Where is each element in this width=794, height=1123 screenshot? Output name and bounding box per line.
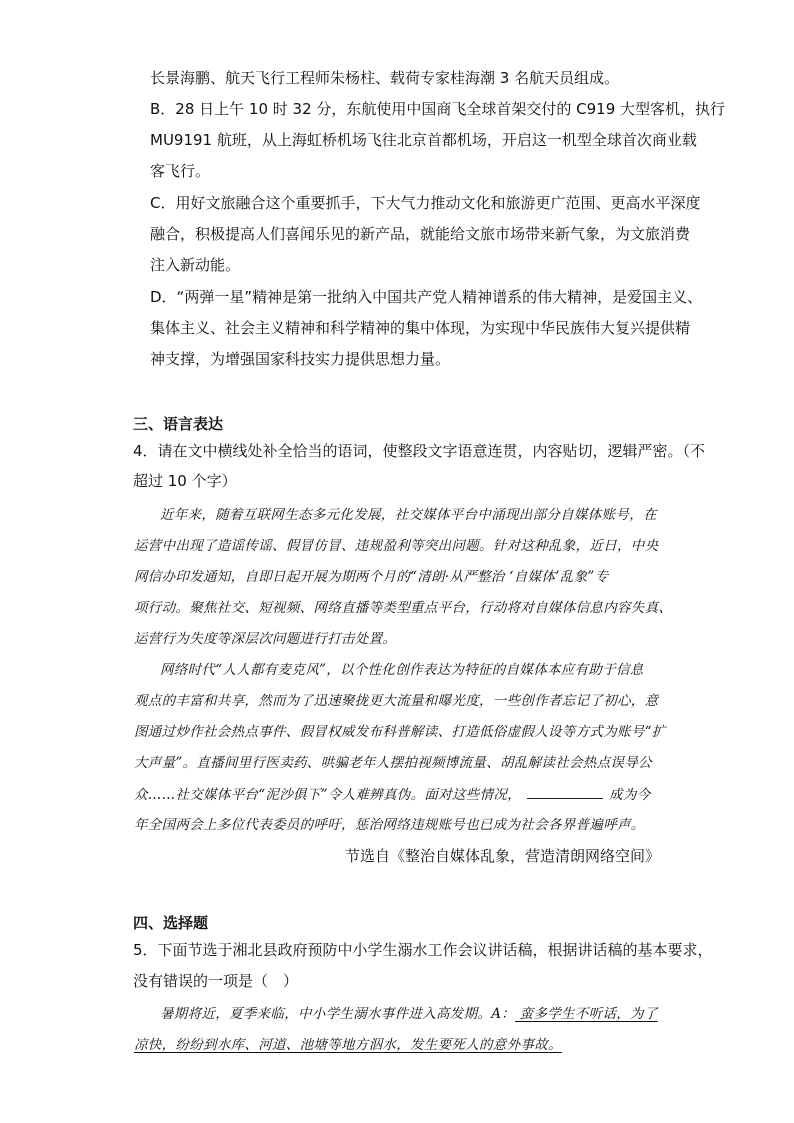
option-d-line-1: D．“两弹一星”精神是第一批纳入中国共产党人精神谱系的伟大精神，是爱国主义、 xyxy=(150,288,703,306)
speech-intro: 暑期将近，夏季来临，中小学生溺水事件进入高发期。A： xyxy=(160,1006,516,1022)
passage-p1-line-2: 运营中出现了造谣传谣、假冒仿冒、违规盈利等突出问题。针对这种乱象，近日，中央 xyxy=(134,538,659,554)
passage-text-before-blank: 众……社交媒体平台“泥沙俱下”令人难辨真伪。面对这些情况， xyxy=(134,787,522,803)
section-4-heading: 四、选择题 xyxy=(133,914,209,932)
speech-line-1 xyxy=(160,1004,658,1024)
passage-p1-line-3: 网信办印发通知，自即日起开展为期两个月的“清朗·从严整治 ‘自媒体’乱象”专 xyxy=(134,569,609,585)
passage-p1-line-5: 运营行为失度等深层次问题进行打击处置。 xyxy=(134,631,397,647)
question-4-line-2: 超过 10 个字） xyxy=(133,472,237,490)
option-d-line-3: 神支撑，为增强国家科技实力提供思想力量。 xyxy=(150,350,451,368)
passage-text-after-blank: 成为今 xyxy=(609,787,651,803)
option-a-tail: 长景海鹏、航天飞行工程师朱杨柱、载荷专家桂海潮 3 名航天员组成。 xyxy=(150,69,620,87)
option-b-line-2: MU9191 航班，从上海虹桥机场飞往北京首都机场，开启这一机型全球首次商业载 xyxy=(150,131,697,149)
passage-p2-line-5 xyxy=(134,784,650,805)
passage-p2-line-6: 年全国两会上多位代表委员的呼吁，惩治网络违规账号也已成为社会各界普遍呼声。 xyxy=(134,817,645,833)
passage-source: 节选自《整治自媒体乱象，营造清朗网络空间》 xyxy=(344,847,660,865)
passage-p2-line-4: 大声量”。直播间里行医卖药、哄骗老年人摆拍视频博流量、胡乱解读社会热点误导公 xyxy=(134,755,652,771)
question-5-line-1: 5．下面节选于湘北县政府预防中小学生溺水工作会议讲话稿，根据讲话稿的基本要求， xyxy=(133,941,713,959)
option-b-line-1: B．28 日上午 10 时 32 分，东航使用中国商飞全球首架交付的 C919 大型客机，执行 xyxy=(150,100,726,118)
passage-p1-line-4: 项行动。聚焦社交、短视频、网络直播等类型重点平台，行动将对自媒体信息内容失真、 xyxy=(134,600,673,616)
speech-line-2: 凉快，纷纷到水库、河道、池塘等地方泅水，发生要死人的意外事故。 xyxy=(134,1037,562,1053)
speech-underlined-a: 蛮多学生不听话，为了 xyxy=(515,1006,658,1022)
passage-p2-line-3: 图通过炒作社会热点事件、假冒权威发布科普解读、打造低俗虚假人设等方式为账号“扩 xyxy=(134,724,666,740)
option-d-line-2: 集体主义、社会主义精神和科学精神的集中体现，为实现中华民族伟大复兴提供精 xyxy=(150,319,691,337)
option-c-line-1: C．用好文旅融合这个重要抓手，下大气力推动文化和旅游更广范围、更高水平深度 xyxy=(150,194,701,212)
question-4-line-1: 4．请在文中横线处补全恰当的语词，使整段文字语意连贯，内容贴切，逻辑严密。（不 xyxy=(133,442,706,460)
answer-blank[interactable] xyxy=(527,784,603,799)
question-5-line-2: 没有错误的一项是（ ） xyxy=(133,972,299,990)
passage-p1-line-1: 近年来，随着互联网生态多元化发展，社交媒体平台中涌现出部分自媒体账号，在 xyxy=(160,507,657,523)
option-c-line-2: 融合，积极提高人们喜闻乐见的新产品，就能给文旅市场带来新气象，为文旅消费 xyxy=(150,225,691,243)
passage-p2-line-1: 网络时代“人人都有麦克风”，以个性化创作表达为特征的自媒体本应有助于信息 xyxy=(160,662,644,678)
option-c-line-3: 注入新动能。 xyxy=(150,256,241,274)
section-3-heading: 三、语言表达 xyxy=(133,415,224,433)
passage-p2-line-2: 观点的丰富和共享，然而为了迅速聚拢更大流量和曝光度，一些创作者忘记了初心，意 xyxy=(134,693,659,709)
option-b-line-3: 客飞行。 xyxy=(150,162,211,180)
